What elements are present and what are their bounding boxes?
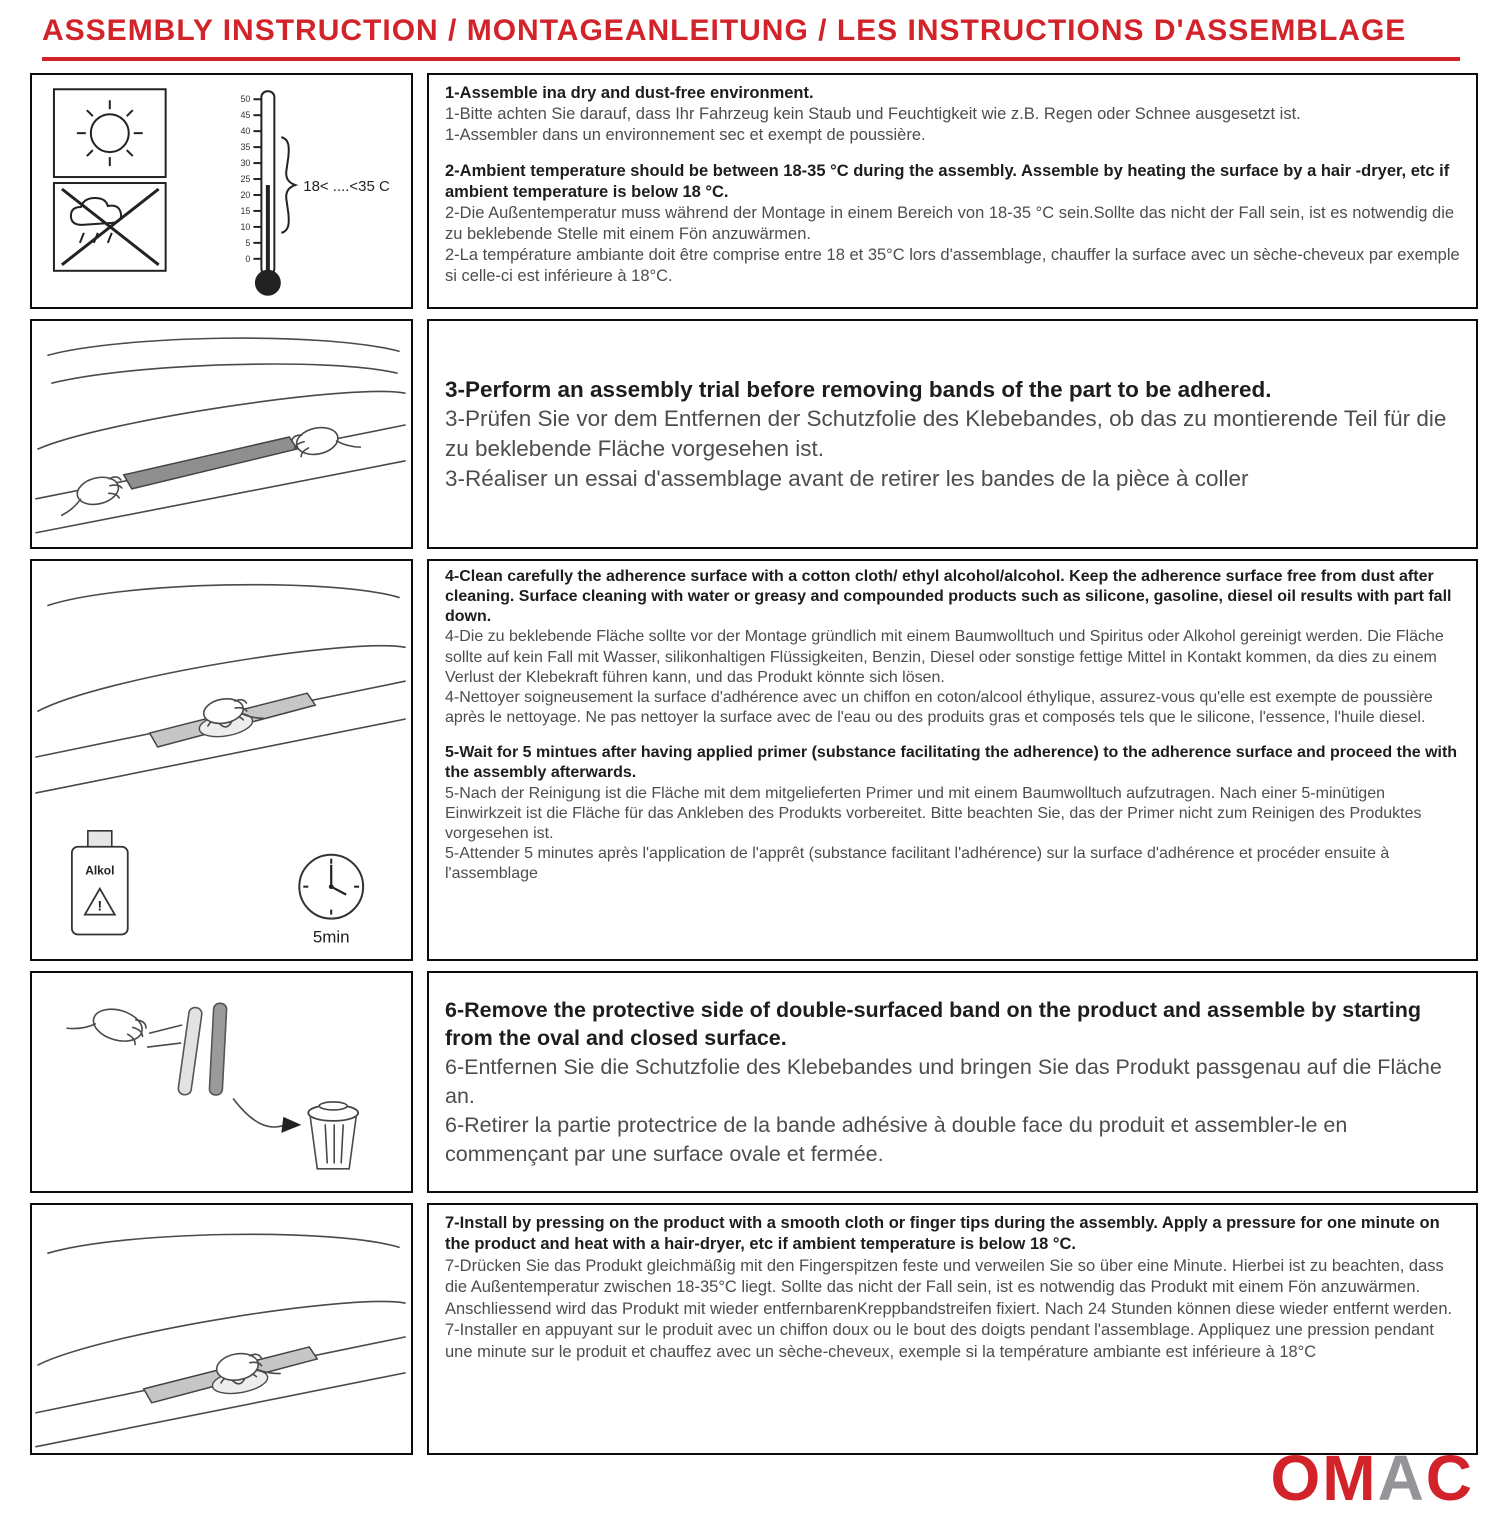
instruction-paragraph: 3-Prüfen Sie vor dem Entfernen der Schutzfolie des Klebebandes, ob das zu montierende Teil für die zu beklebende Fläche vorgesehen ist. — [445, 406, 1447, 461]
hand-with-cloth-icon — [208, 1347, 283, 1397]
thermometer-tick: 10 — [240, 221, 251, 232]
temp-range-label: 18< ....<35 C — [303, 178, 390, 195]
clock-label: 5min — [312, 927, 350, 947]
section-1-text — [427, 73, 1478, 309]
instruction-paragraph: 1-Assemble ina dry and dust-free environment. — [445, 84, 814, 102]
section-4-text — [427, 971, 1478, 1193]
illustration-press — [30, 1203, 413, 1455]
section-press — [30, 1203, 1478, 1455]
hand-icon — [67, 998, 149, 1050]
illustration-cleaning — [30, 559, 413, 961]
hand-icon — [290, 420, 360, 461]
section-cleaning — [30, 559, 1478, 961]
hand-icon — [55, 472, 126, 515]
environment-sketch — [32, 75, 411, 307]
instruction-paragraph: 5-Nach der Reinigung ist die Fläche mit dem mitgelieferten Primer und mit einem Baumwolltuch aufzutragen. Nach einer 5-minütigen Einwirkzeit ist die Fläche für das Ankleben des Produkts vorbereitet. Bitte beachten Sie, das der Primer nicht zum Reinigen des Produktes vorgesehen ist. — [445, 784, 1422, 842]
section-5-text — [427, 1203, 1478, 1455]
logo-letter-c: C — [1425, 1442, 1474, 1514]
clock-icon — [299, 855, 363, 947]
illustration-environment — [30, 73, 413, 309]
instruction-paragraph: 5-Attender 5 minutes après l'application de l'apprêt (substance facilitant l'adhérence) sur la surface d'adhérence et procéder ensuite à l'assemblage — [445, 845, 1390, 883]
section-trial — [30, 319, 1478, 549]
cleaning-sketch — [32, 561, 411, 959]
sill-trim-strip — [124, 437, 298, 489]
instruction-paragraph: 2-La température ambiante doit être comprise entre 18 et 35°C lors d'assemblage, chauffer la surface avec un sèche-cheveux par exemple si celle-ci est inférieure à 18°C. — [445, 245, 1460, 285]
instruction-paragraph: 7-Install by pressing on the product with a smooth cloth or finger tips during the assembly. Apply a pressure for one minute on the product and heat with a hair-dryer, etc if ambient temperature is below 18 °C. — [445, 1214, 1440, 1254]
omac-logo — [1270, 1442, 1474, 1514]
page-header — [42, 14, 1460, 48]
instruction-paragraph: 3-Perform an assembly trial before removing bands of the part to be adhered. — [445, 376, 1272, 402]
arrow-icon — [233, 1099, 301, 1133]
instruction-paragraph: 7-Installer en appuyant sur le produit avec un chiffon doux ou le bout des doigts pendant l'assemblage. Appliquez une pression pendant une minute sur le produit et chauffez avec un sèche-cheveux, exemple si la température ambiante est inférieure à 18°C — [445, 1321, 1434, 1361]
thermometer-tick: 0 — [245, 253, 251, 264]
press-sketch — [32, 1205, 411, 1453]
thermometer-tick: 25 — [240, 174, 251, 185]
section-peel — [30, 971, 1478, 1193]
thermometer-tick: 15 — [240, 205, 251, 216]
thermometer-tick: 50 — [240, 94, 251, 105]
instruction-paragraph: 4-Clean carefully the adherence surface with a cotton cloth/ ethyl alcohol/alcohol. Keep the adherence surface free from dust after cleaning. Surface cleaning with water or greasy and compounded products such as silicone, gasoline, diesel oil results with part fall down. — [445, 568, 1452, 626]
section-3-text — [427, 559, 1478, 961]
trash-can-icon — [308, 1102, 358, 1169]
illustration-peel-band — [30, 971, 413, 1193]
instruction-paragraph: 7-Drücken Sie das Produkt gleichmäßig mit den Fingerspitzen feste und verweilen Sie so über eine Minute. Hierbei ist zu beachten, dass die Außentemperatur zwischen 18-35°C liegt. Sollte das nicht der Fall sein, ist es notwendig das Produkt mit einem Fön anzuwärmen. Anschliessend wird das Produkt mit wieder entfernbarenKreppbandstreifen fixiert. Nach 24 Stunden können diese wieder entfernt werden. — [445, 1256, 1453, 1318]
thermometer-tick: 45 — [240, 110, 251, 121]
peel-sketch — [32, 973, 411, 1191]
thermometer-tick: 5 — [245, 237, 251, 248]
header-rule — [42, 57, 1460, 61]
illustration-assembly-trial — [30, 319, 413, 549]
thermometer-tick: 20 — [240, 189, 251, 200]
band-strips-icon — [148, 1003, 227, 1096]
section-2-text — [427, 319, 1478, 549]
instruction-paragraph: 4-Nettoyer soigneusement la surface d'adhérence avec un chiffon en coton/alcool éthylique, assurez-vous qu'elle est exempte de poussière après le nettoyage. Ne pas nettoyer la surface avec de l'eau ou des produits gras et composés tels que le silicone, l'essence, l'huile diesel. — [445, 688, 1433, 727]
page-title: ASSEMBLY INSTRUCTION / MONTAGEANLEITUNG / LES INSTRUCTIONS D'ASSEMBLAGE — [42, 14, 1407, 47]
thermometer-tick: 40 — [240, 126, 251, 137]
instruction-paragraph: 6-Entfernen Sie die Schutzfolie des Klebebandes und bringen Sie das Produkt passgenau auf die Fläche an. — [445, 1055, 1442, 1108]
sun-icon — [54, 89, 166, 177]
bottle-label: Alkol — [85, 863, 115, 878]
logo-letter-a: A — [1377, 1442, 1426, 1514]
logo-letter-om: OM — [1270, 1442, 1378, 1514]
warning-mark: ! — [97, 897, 103, 914]
instruction-paragraph: 1-Assembler dans un environnement sec et exempt de poussière. — [445, 125, 926, 144]
door-sill-sketch — [32, 321, 411, 547]
instruction-sheet — [0, 14, 1500, 1514]
instruction-paragraph: 6-Remove the protective side of double-surfaced band on the product and assemble by starting from the oval and closed surface. — [445, 997, 1422, 1051]
no-rain-icon — [54, 183, 166, 271]
instruction-paragraph: 6-Retirer la partie protectrice de la bande adhésive à double face du produit et assembler-le en commençant par une surface ovale et fermée. — [445, 1112, 1348, 1166]
instruction-paragraph: 4-Die zu beklebende Fläche sollte vor der Montage gründlich mit einem Baumwolltuch und Spiritus oder Alkohol gereinigt werden. Die Fläche sollte auf kein Fall mit Wasser, silikonhaltigen Flüssigkeiten, Benzin, Diesel oder sonstige fettige Mittel in Kontakt kommen, da dies zu einem Verlust der Klebekraft führen kann, und das Produkt könnte sich lösen. — [445, 628, 1444, 686]
instruction-paragraph: 2-Die Außentemperatur muss während der Montage in einem Bereich von 18-35 °C sein.Sollte das nicht der Fall sein, ist es notwendig die zu beklebende Stelle mit einem Fön anzuwärmen. — [445, 203, 1455, 243]
instruction-paragraph: 2-Ambient temperature should be between 18-35 °C during the assembly. Assemble by heating the surface by a hair -dryer, etc if ambient temperature is below 18 °C. — [445, 161, 1450, 201]
section-environment — [30, 73, 1478, 309]
instruction-paragraph: 5-Wait for 5 mintues after having applied primer (substance facilitating the adherence) to the adherence surface and proceed the with the assembly afterwards. — [445, 744, 1458, 782]
thermometer-tick: 35 — [240, 142, 251, 153]
alcohol-bottle-icon — [72, 831, 128, 935]
instruction-paragraph: 1-Bitte achten Sie darauf, dass Ihr Fahrzeug kein Staub und Feuchtigkeit wie z.B. Regen oder Schnee ausgesetzt ist. — [445, 104, 1301, 123]
thermometer-icon — [240, 91, 390, 295]
thermometer-tick: 30 — [240, 158, 251, 169]
instruction-paragraph: 3-Réaliser un essai d'assemblage avant de retirer les bandes de la pièce à coller — [445, 465, 1249, 491]
